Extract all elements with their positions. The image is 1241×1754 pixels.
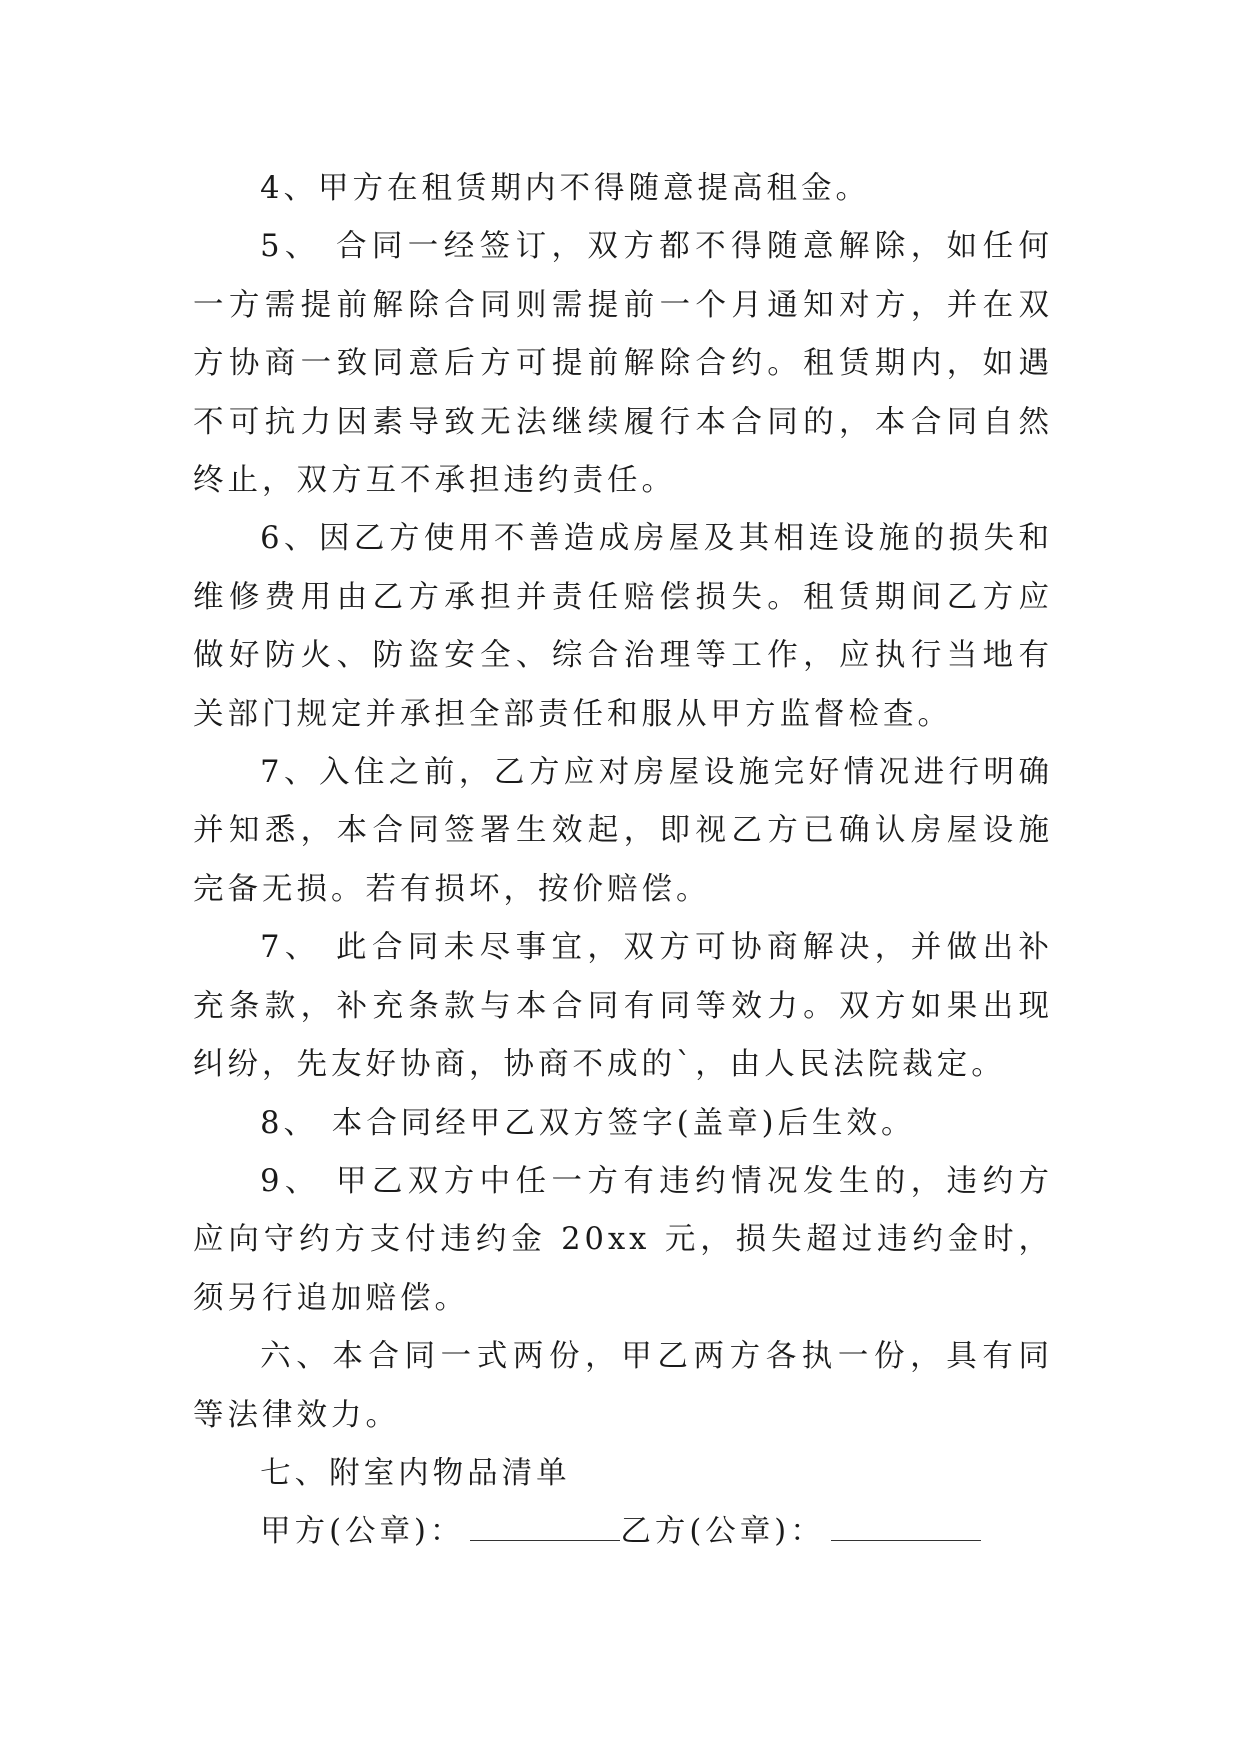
party-a-label: 甲方(公章)： [260, 1514, 465, 1550]
clause-9: 9、 甲乙双方中任一方有违约情况发生的，违约方应向守约方支付违约金 20xx 元，损失超过违约金时，须另行追加赔偿。 [193, 1163, 1053, 1316]
clause-7-unresolved-matters: 7、 此合同未尽事宜，双方可协商解决，并做出补充条款，补充条款与本合同有同等效力。双方如果出现纠纷，先友好协商，协商不成的`，由人民法院裁定。 [193, 930, 1053, 1083]
clause-5: 5、 合同一经签订，双方都不得随意解除，如任何一方需提前解除合同则需提前一个月通知对方，并在双方协商一致同意后方可提前解除合约。租赁期内，如遇不可抗力因素导致无法继续履行本合同的，本合同自然终止，双方互不承担违约责任。 [193, 229, 1053, 499]
clause-6: 6、因乙方使用不善造成房屋及其相连设施的损失和维修费用由乙方承担并责任赔偿损失。租赁期间乙方应做好防火、防盗安全、综合治理等工作，应执行当地有关部门规定并承担全部责任和服从甲方监督检查。 [193, 521, 1053, 732]
party-a-signature-blank [470, 1506, 620, 1541]
section-seven: 七、附室内物品清单 [260, 1455, 571, 1491]
section-six: 六、本合同一式两份，甲乙两方各执一份，具有同等法律效力。 [193, 1339, 1053, 1433]
party-b-label: 乙方(公章)： [620, 1514, 825, 1550]
clause-4: 4、甲方在租赁期内不得随意提高租金。 [260, 171, 870, 206]
contract-body [193, 160, 1053, 1562]
signature-line [193, 1503, 1053, 1561]
party-b-signature-blank [831, 1506, 981, 1541]
clause-7-move-in: 7、入住之前，乙方应对房屋设施完好情况进行明确并知悉，本合同签署生效起，即视乙方已确认房屋设施完备无损。若有损坏，按价赔偿。 [193, 755, 1053, 907]
clause-8: 8、 本合同经甲乙双方签字(盖章)后生效。 [260, 1105, 916, 1141]
